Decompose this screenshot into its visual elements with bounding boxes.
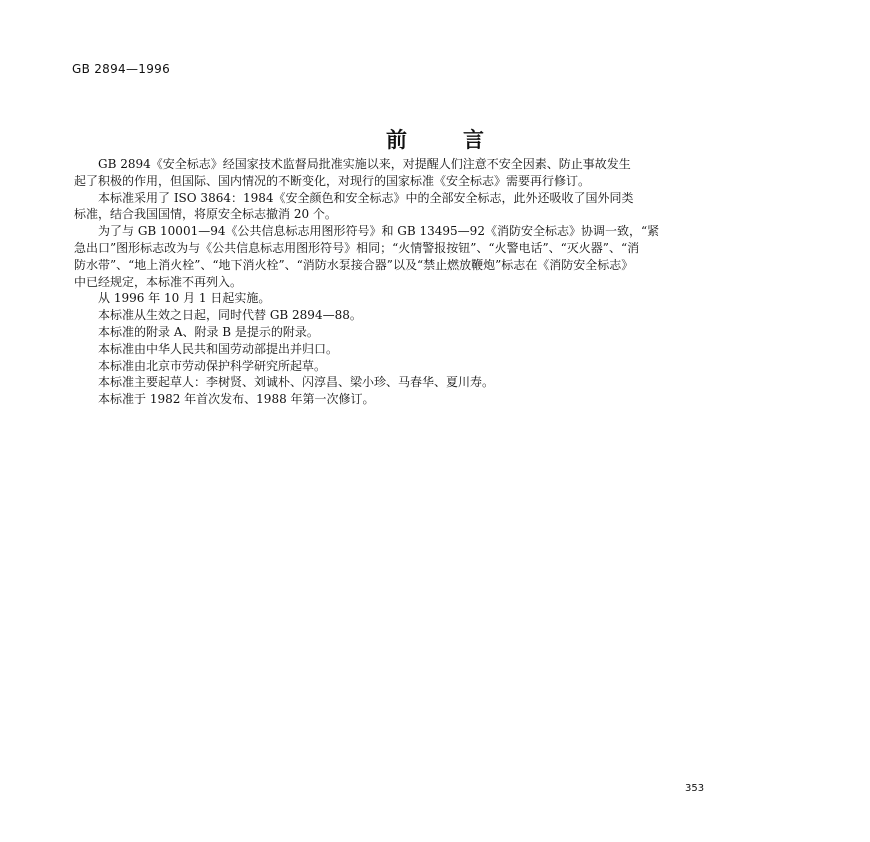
paragraph: 本标准于 1982 年首次发布、1988 年第一次修订。 xyxy=(98,392,375,407)
paragraph: 从 1996 年 10 月 1 日起实施。 xyxy=(98,291,271,306)
foreword-body xyxy=(74,156,754,408)
paragraph: 本标准从生效之日起，同时代替 GB 2894—88。 xyxy=(98,308,362,323)
page-number: 353 xyxy=(685,783,705,794)
paragraph: 本标准由北京市劳动保护科学研究所起草。 xyxy=(98,358,327,373)
standard-code: GB 2894—1996 xyxy=(72,62,171,76)
paragraph: 为了与 GB 10001—94《公共信息标志用图形符号》和 GB 13495—92《消防安全标志》协调一致，“紧 急出口”图形标志改为与《公共信息标志用图形符号》相同；“火情警报按钮”、“火警电话”、“灭火器”、“消 防水带”、“地上消火栓”、“地下消火栓”、“消防水泵接合器”以及“禁止燃放鞭炮”标志在《消防安全标志》 中已经规定，本标准不再列入。 xyxy=(74,224,660,289)
paragraph: 本标准主要起草人：李树贤、刘诚朴、闪淳昌、梁小珍、马春华、夏川寿。 xyxy=(98,375,495,390)
paragraph: 本标准由中华人民共和国劳动部提出并归口。 xyxy=(98,341,339,356)
paragraph: 本标准采用了 ISO 3864：1984《安全颜色和安全标志》中的全部安全标志，此外还吸收了国外同类 标准，结合我国国情，将原安全标志撤消 20 个。 xyxy=(74,190,634,222)
page-title: 前言 xyxy=(386,127,540,152)
paragraph: GB 2894《安全标志》经国家技术监督局批准实施以来，对提醒人们注意不安全因素、防止事故发生 起了积极的作用，但国际、国内情况的不断变化，对现行的国家标准《安全标志》需要再行修订。 xyxy=(74,157,631,188)
paragraph: 本标准的附录 A、附录 B 是提示的附录。 xyxy=(98,324,319,339)
